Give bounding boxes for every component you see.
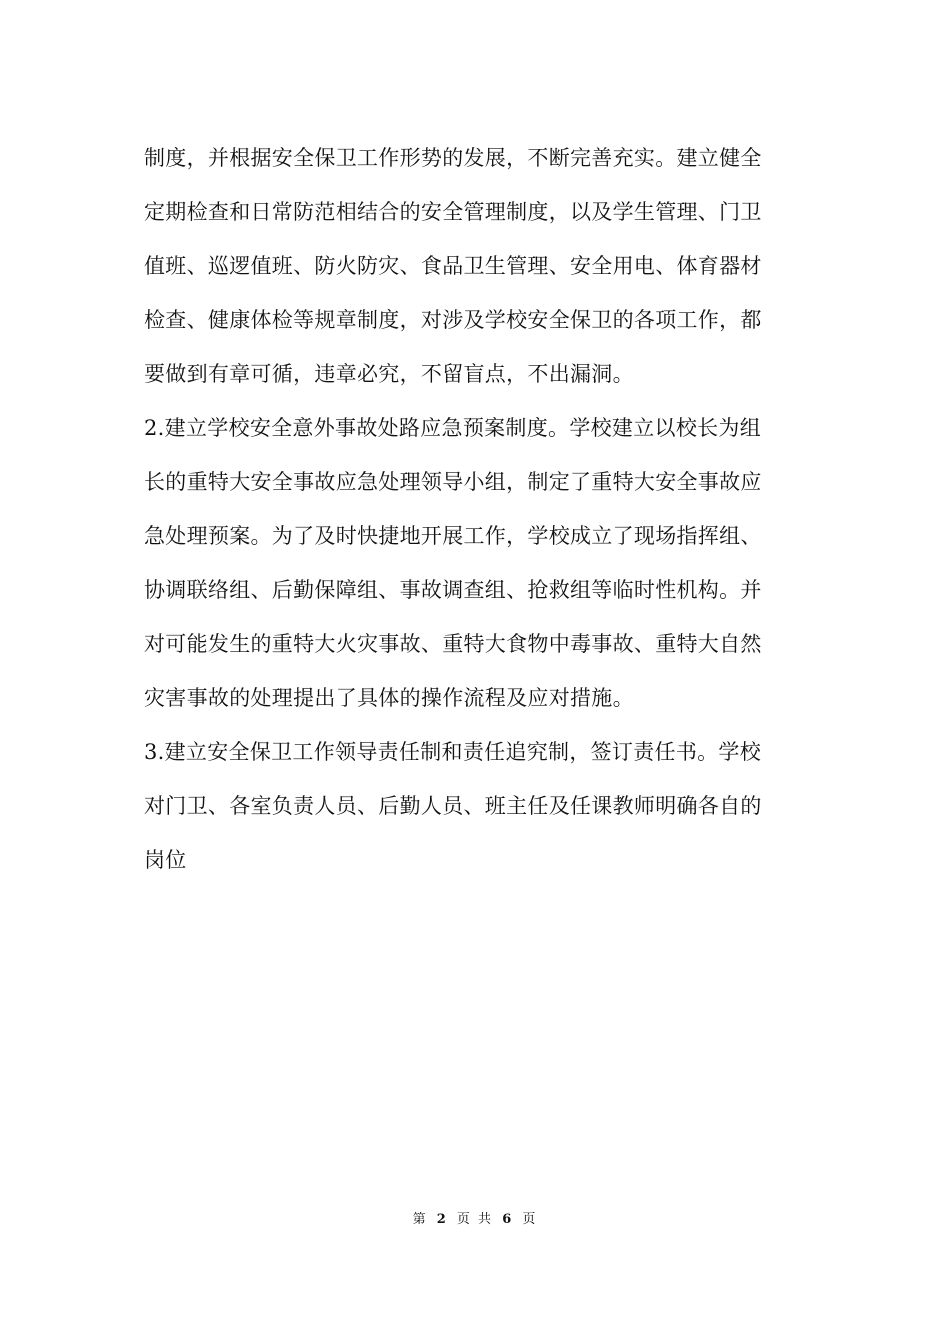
- footer-prefix: 第: [412, 1212, 428, 1227]
- footer-middle: 页 共: [456, 1212, 494, 1227]
- text-line: 急处理预案。为了及时快捷地开展工作，学校成立了现场指挥组、: [144, 524, 762, 548]
- text-line: 值班、巡逻值班、防火防灾、食品卫生管理、安全用电、体育器材: [144, 254, 762, 278]
- text-line: 对门卫、各室负责人员、后勤人员、班主任及任课教师明确各自的: [144, 794, 762, 818]
- text-line: 长的重特大安全事故应急处理领导小组，制定了重特大安全事故应: [144, 470, 762, 494]
- text-line: 协调联络组、后勤保障组、事故调查组、抢救组等临时性机构。并: [144, 578, 762, 602]
- footer-total-pages: 6: [502, 1212, 514, 1227]
- text-line: 制度，并根据安全保卫工作形势的发展，不断完善充实。建立健全: [144, 146, 762, 170]
- body-text: [144, 136, 809, 892]
- text-line: 岗位: [144, 848, 187, 872]
- text-line: 2.建立学校安全意外事故处路应急预案制度。学校建立以校长为组: [144, 416, 762, 440]
- text-line: 检查、健康体检等规章制度，对涉及学校安全保卫的各项工作，都: [144, 308, 762, 332]
- text-line: 3.建立安全保卫工作领导责任制和责任追究制，签订责任书。学校: [144, 740, 762, 764]
- footer-suffix: 页: [522, 1212, 538, 1227]
- text-line: 定期检查和日常防范相结合的安全管理制度，以及学生管理、门卫: [144, 200, 762, 224]
- text-line: 对可能发生的重特大火灾事故、重特大食物中毒事故、重特大自然: [144, 632, 762, 656]
- text-line: 要做到有章可循，违章必究，不留盲点，不出漏洞。: [144, 362, 634, 386]
- footer-page-number: 2: [436, 1212, 448, 1227]
- page-footer: [0, 1208, 950, 1227]
- text-line: 灾害事故的处理提出了具体的操作流程及应对措施。: [144, 686, 634, 710]
